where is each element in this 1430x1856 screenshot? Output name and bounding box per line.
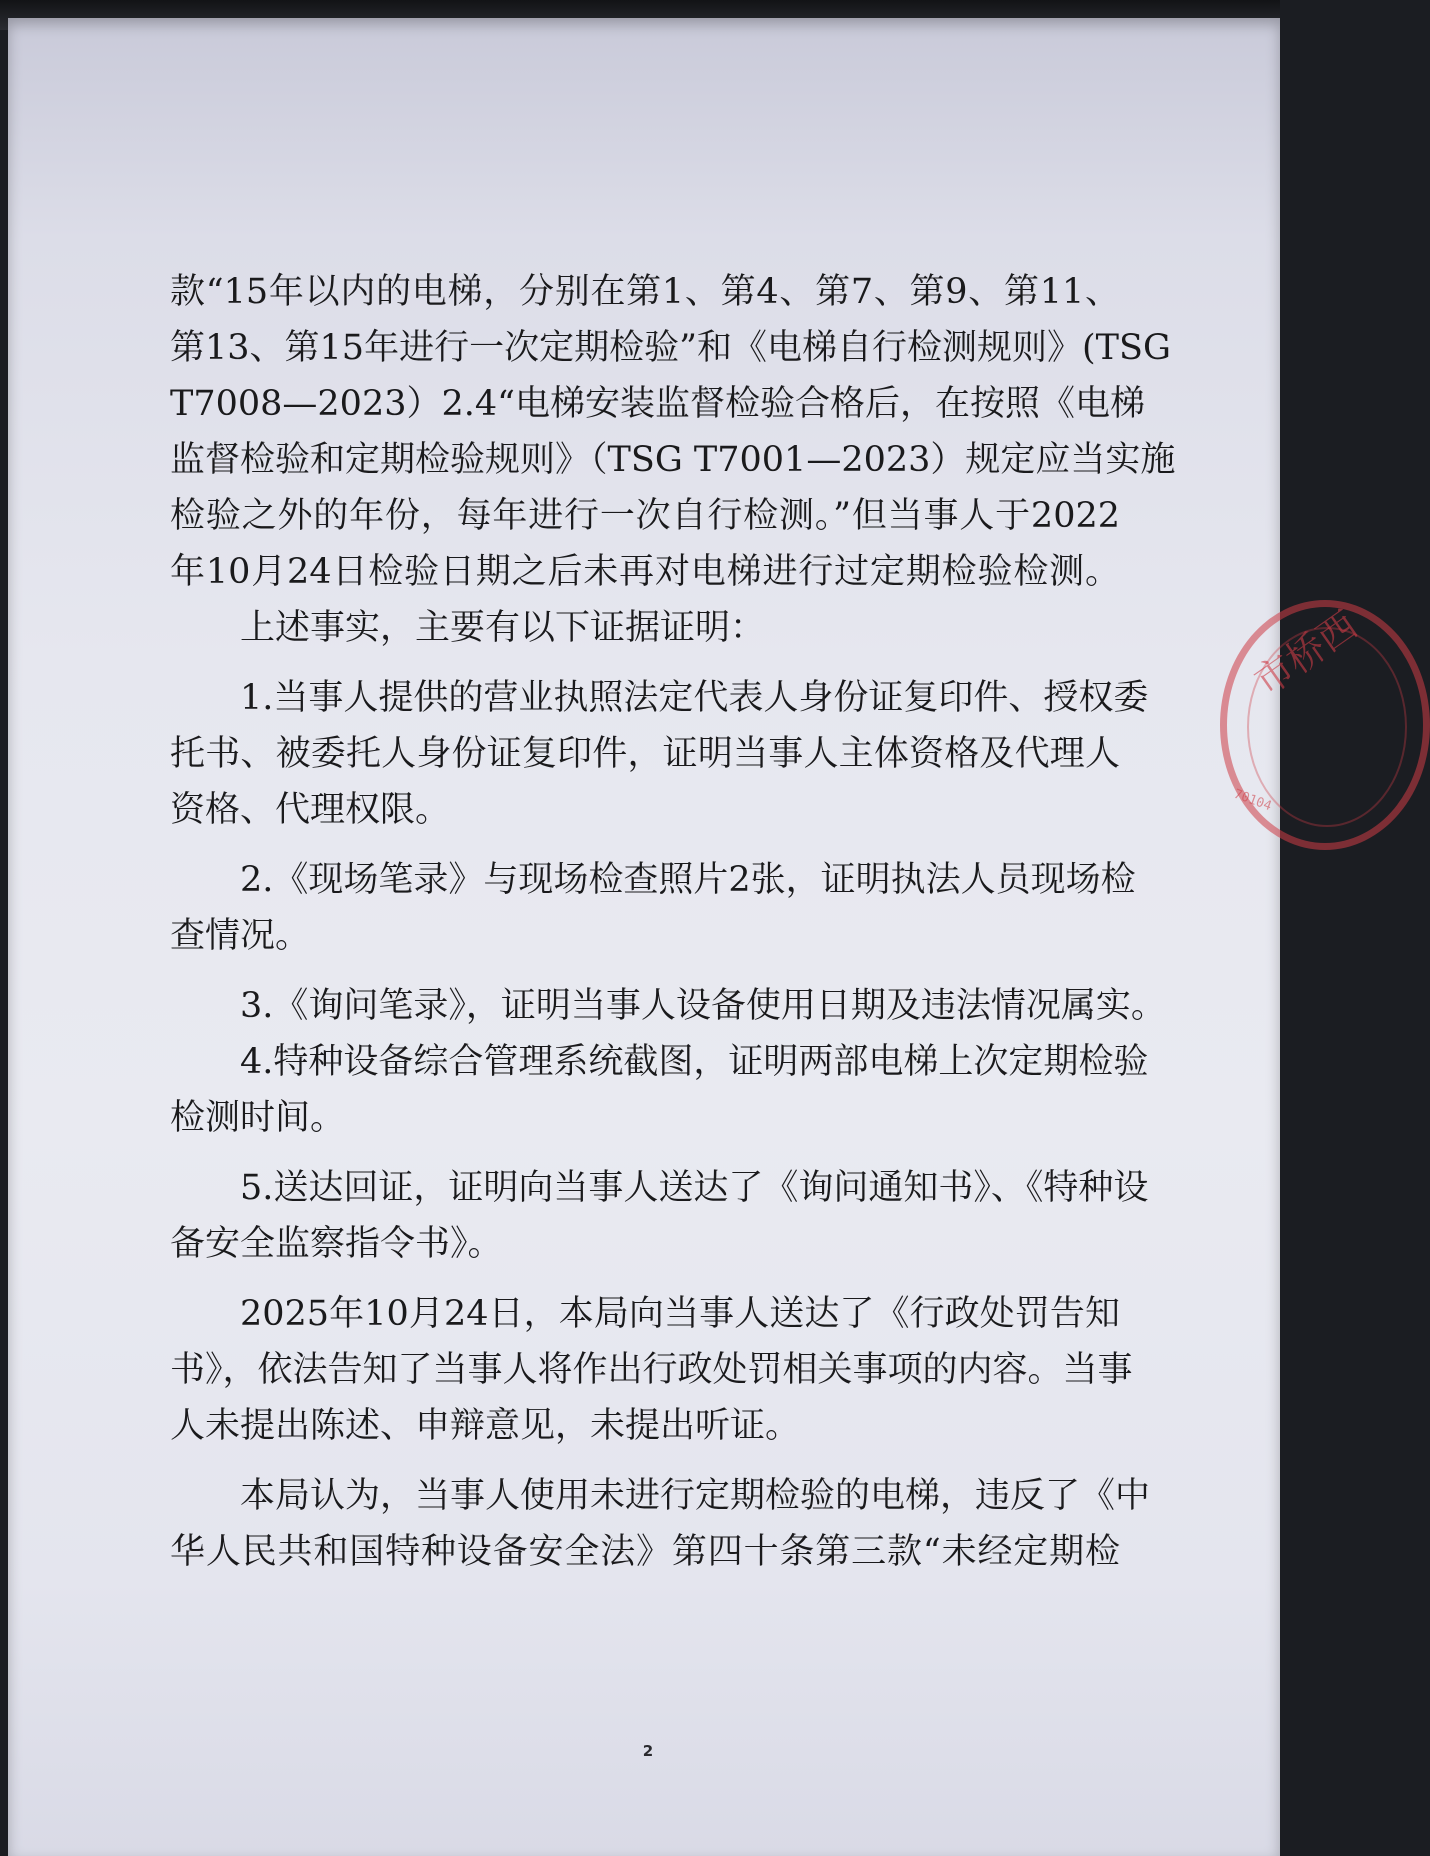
text-line: 4.特种设备综合管理系统截图，证明两部电梯上次定期检验	[240, 1042, 1149, 1082]
text-line: 监督检验和定期检验规则》（TSG T7001—2023）规定应当实施	[170, 440, 1176, 480]
text-line: 检验之外的年份，每年进行一次自行检测。”但当事人于2022	[170, 496, 1120, 536]
text-line: 5.送达回证，证明向当事人送达了《询问通知书》、《特种设	[240, 1168, 1149, 1208]
text-line: 备安全监察指令书》。	[170, 1224, 503, 1264]
text-line: 本局认为，当事人使用未进行定期检验的电梯，违反了《中	[240, 1476, 1151, 1516]
document-page	[8, 18, 1366, 1856]
text-line: 3.《询问笔录》，证明当事人设备使用日期及违法情况属实。	[240, 986, 1166, 1026]
text-line: 第13、第15年进行一次定期检验”和《电梯自行检测规则》(TSG	[170, 328, 1171, 368]
text-line: T7008—2023）2.4“电梯安装监督检验合格后，在按照《电梯	[170, 384, 1146, 424]
text-line: 人未提出陈述、申辩意见，未提出听证。	[170, 1406, 801, 1446]
text-line: 书》，依法告知了当事人将作出行政处罚相关事项的内容。当事	[170, 1350, 1133, 1390]
seal-number: 70104	[1231, 786, 1274, 815]
text-line: 1.当事人提供的营业执照法定代表人身份证复印件、授权委	[240, 678, 1149, 718]
page-number: 2	[642, 1742, 654, 1760]
text-line: 资格、代理权限。	[170, 790, 451, 830]
document-body	[170, 264, 1176, 1580]
text-line: 款“15年以内的电梯，分别在第1、第4、第7、第9、第11、	[170, 272, 1120, 312]
seal-text: 市桥西	[1246, 602, 1366, 705]
text-line: 2025年10月24日，本局向当事人送达了《行政处罚告知	[240, 1294, 1120, 1334]
text-line: 华人民共和国特种设备安全法》第四十条第三款“未经定期检	[170, 1532, 1120, 1572]
text-line: 上述事实，主要有以下证据证明：	[240, 608, 766, 648]
official-seal	[1220, 600, 1430, 850]
text-line: 托书、被委托人身份证复印件，证明当事人主体资格及代理人	[170, 734, 1120, 774]
text-line: 年10月24日检验日期之后未再对电梯进行过定期检验检测。	[170, 552, 1120, 592]
text-line: 检测时间。	[170, 1098, 346, 1138]
text-line: 2.《现场笔录》与现场检查照片2张，证明执法人员现场检	[240, 860, 1136, 900]
text-line: 查情况。	[170, 916, 311, 956]
